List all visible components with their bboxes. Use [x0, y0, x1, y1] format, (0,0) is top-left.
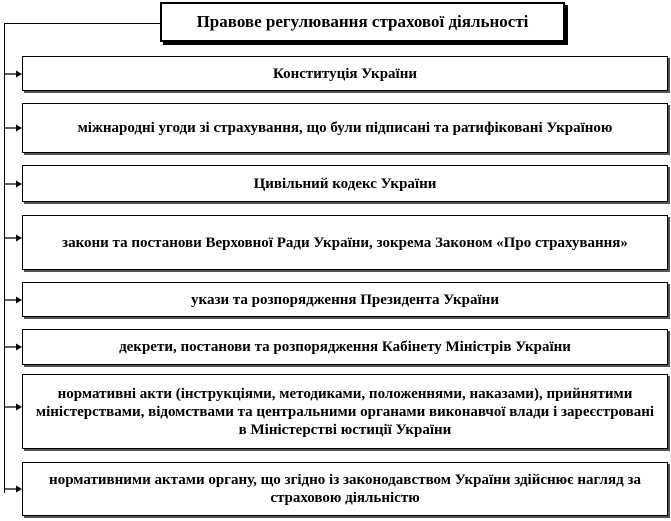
item-box-international-agreements: міжнародні угоди зі страхування, що були підписані та ратифіковані Україною: [22, 103, 668, 153]
item-box-cabinet-resolutions: декрети, постанови та розпорядження Кабінету Міністрів України: [22, 329, 668, 365]
arrow-icon: [4, 123, 22, 133]
arrow-icon: [4, 179, 22, 189]
item-box-president-decrees: укази та розпорядження Президента України: [22, 282, 668, 317]
top-connector-line: [4, 23, 160, 24]
arrow-icon: [4, 342, 22, 352]
arrow-icon: [4, 69, 22, 79]
arrow-icon: [4, 233, 22, 243]
spine-line: [4, 23, 5, 493]
item-box-civil-code: Цивільний кодекс України: [22, 165, 668, 202]
arrow-icon: [4, 402, 22, 412]
item-box-supervisory-body-acts: нормативними актами органу, що згідно із законодавством України здійснює нагляд за страховою діяльністю: [22, 462, 668, 516]
item-box-ministry-normative-acts: нормативні акти (інструкціями, методиками, положеннями, наказами), прийнятими міністерствами, відомствами та центральними органами виконавчої влади і зареєстровані в Міністерстві юстиції України: [22, 374, 668, 449]
diagram-title: Правове регулювання страхової діяльності: [160, 2, 565, 42]
item-box-verkhovna-rada-laws: закони та постанови Верховної Ради України, зокрема Законом «Про страхування»: [22, 215, 668, 270]
arrow-icon: [4, 484, 22, 494]
arrow-icon: [4, 295, 22, 305]
item-box-constitution: Конституція України: [22, 56, 668, 91]
